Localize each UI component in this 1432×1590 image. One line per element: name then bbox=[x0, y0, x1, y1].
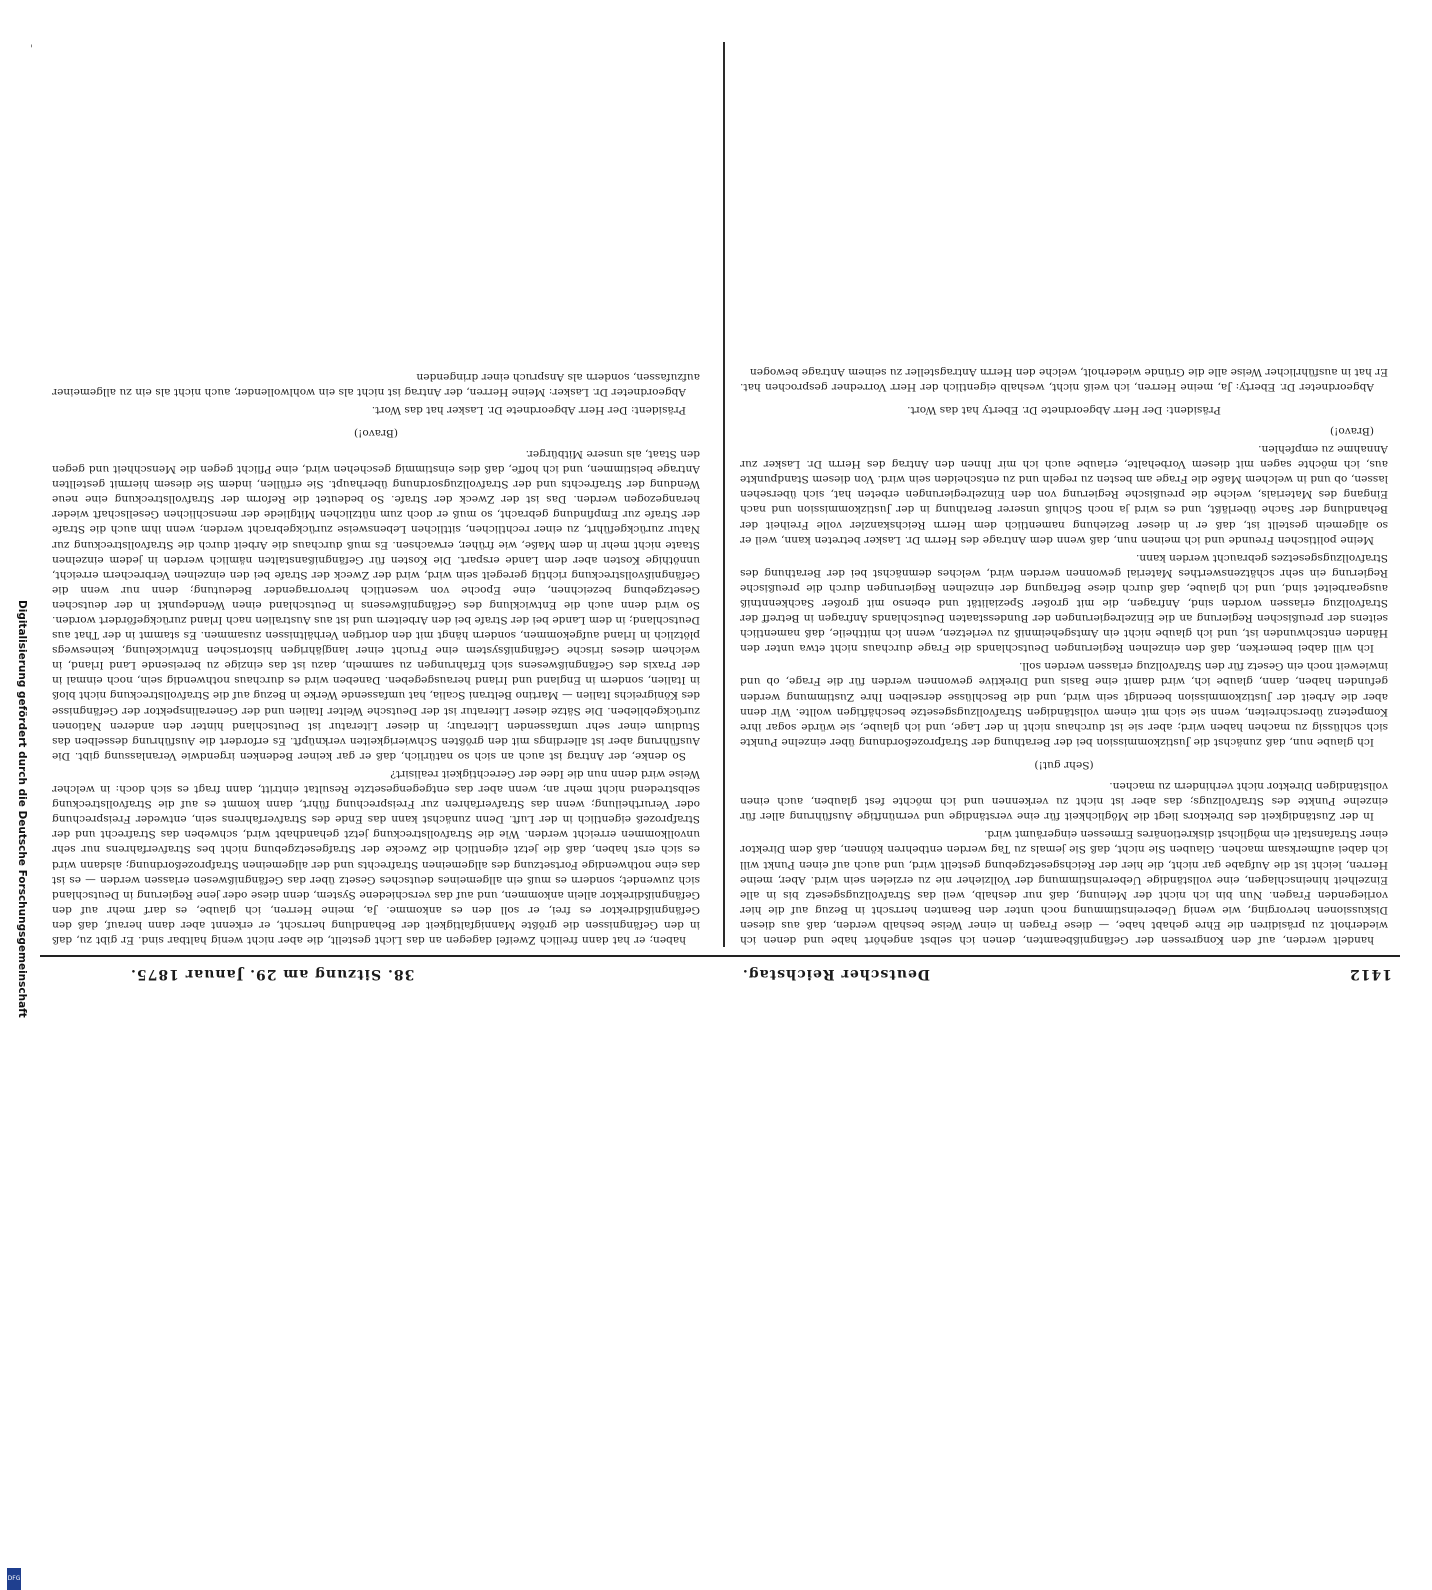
publication-title: Deutscher Reichstag. bbox=[741, 966, 930, 982]
scan-mark: ' bbox=[30, 44, 33, 55]
footer-credit: Digitalisierung gefördert durch die Deutsche Forschungsgemeinschaft bbox=[16, 600, 28, 1018]
right-column bbox=[52, 32, 700, 947]
paragraph: haben; er hat dann freilich Zweifel dagegen an das Licht gestellt, die aber nicht wenig haltbar sind. Er gibt zu, daß in den Gefängnissen die größte Mannigfaltigkeit der Behandlung herrscht, er erkennt aber dann herauf, daß den Gefängnißdirektor es frei, er soll den es ankomme. Ja, meine Herren, ich glaube, es darf mehr auf den Gefängnißdirektor allein ankommen, und auf das verschiedene System, denn diese oder jene Regierung in Deutschland sich zuwendet; sondern es muß ein allgemeines deutsches Gesetz über das Gefängnißwesen erlassen werden — es ist das eine nothwendige Fortsetzung des allgemeinen Strafrechts und der allgemeinen Strafprozeßordnung; alsdann wird es sich erst haben, daß die jetzt eigentlich die Zwecke der Strafgesetzgebung nicht bes Strafverfahrens nur sehr unvollkommen erreicht werden. Wie die Strafvollstreckung jetzt gehandhabt wird, schweben das Strafrecht und der Strafprozeß eigentlich in der Luft. Denn zunächst kann das Ende des Strafverfahrens sein, entweder Freisprechung oder Verurtheilung; wenn das Strafverfahren zur Freisprechung führt, dann kommt es auf die Strafvollstreckung selbstredend nicht mehr an; wenn aber das entgegengesetzte Resultat eintritt, dann fragt es sich doch: in welcher Weise wird denn nun die Idee der Gerechtigkeit realisirt? bbox=[52, 767, 700, 946]
paragraph: Meine politischen Freunde und ich meinen nun, daß wenn dem Antrage des Herrn Dr. Lasker betreten kann, weil er so allgemein gestellt ist, daß er in dieser Beziehung namentlich dem Herrn Reichskanzler volle Freiheit der Behandlung der Sache überläßt, und es wird ja noch Schluß unserer Berathung in der Justizkommission und nach Eingang des Materials, welche die preußische Regierung von den Einzelregierungen erbeten hat, sich übersehen lassen, ob und in welchem Maße die Frage am besten zu regeln und zu entscheiden sein wird. Von diesem Standpunkte aus, ich möchte sagen mit diesem Vorbehalte, erlaube auch ich mir Ihnen den Antrag des Herrn Dr. Lasker zur Annahme zu empfehlen. bbox=[740, 443, 1388, 546]
paragraph: In der Zuständigkeit des Direktors liegt die Möglichkeit für eine verständige und vernünftige Ausführung aller für einzelne Punkte des Strafvollzugs; das aber ist nicht zu verkennen und ich möchte fest glauben, auch einen vollständigen Direktor nicht verhindern zu machen. bbox=[740, 780, 1388, 823]
page-header bbox=[40, 955, 1400, 987]
paragraph: Abgeordneter Dr. Eberty: Ja, meine Herren, ich weiß nicht, weshalb eigentlich der Herr Vorredner gesprochen hat. Er hat in ausführlicher Weise alle die Gründe wiederholt, welche den Herrn Antragsteller zu seinem Antrage bewogen bbox=[740, 365, 1388, 393]
scanned-page bbox=[40, 22, 1400, 987]
paragraph: (Bravo!) bbox=[1329, 425, 1374, 437]
paragraph: handelt werden, auf den Kongressen der Gefängnißbeamten, denen ich selbst angehört habe und denen ich wiederholt zu präsidiren die Ehre gehabt habe, — diese Fragen in einer Weise beshalb werden, daß aus diesen Diskussionen hervorging, wie wenig Uebereinstimmung noch unter den Beamten herrscht in Bezug auf die hier vorliegenden Fragen. Nun bin ich nicht der Meinung, daß nur deshalb, weil das Strafvollzugsgesetz bis in alle Einzelheit hineinschlagen, eine vollständige Uebereinstimmung der Vollzieher nie zu erzielen sein wird. Aber, meine Herren, leicht ist die Aufgabe gar nicht, die hier der Reichsgesetzgebung gestellt wird, und auch auf einen Punkt will ich dabei aufmerksam machen. Glauben Sie nicht, daß Sie jemals zu Tag werden entbehren können, daß dem Direktor einer Strafanstalt ein möglichst diskretionäres Ermessen eingeräumt wird. bbox=[740, 828, 1388, 946]
paragraph: Abgeordneter Dr. Lasker: Meine Herren, der Antrag ist nicht als ein wohlwollender, auch nicht als ein zu allgemeiner aufzufassen, sondern als Anspruch einer dringenden bbox=[52, 370, 700, 398]
digitization-footer bbox=[4, 600, 34, 1582]
paragraph: Präsident: Der Herr Abgeordnete Dr. Lasker hat das Wort. bbox=[371, 403, 686, 416]
session-date: 38. Sitzung am 29. Januar 1875. bbox=[130, 966, 415, 982]
paragraph: Ich will dabei bemerken, daß den einzelnen Regierungen Deutschlands die Frage durchaus nicht etwa unter den Händen entschwunden ist, und ich glaube nicht ein Amtsgeheimniß zu verletzen, wenn ich mittheile, daß namentlich seitens der preußischen Regierung an die Einzelregierungen der Bundesstaaten Deutschlands Anfragen in Betreff der Strafvollzug erlassen worden sind, Anfragen, die mit großer Spezialität und ebenso mit großer Sachkenntniß ausgearbeitet sind, und ich glaube, daß durch diese Befragung der einzelnen Regierungen durch die preußische Regierung ein sehr schätzenswerthes Material gewonnen werden wird, welches demnächst bei der Berathung des Strafvollzugsgesetzes gebraucht werden kann. bbox=[740, 551, 1388, 655]
column-divider bbox=[723, 42, 725, 947]
dfg-logo: DFG bbox=[7, 1568, 21, 1590]
page-number: 1412 bbox=[1349, 966, 1392, 982]
left-column bbox=[740, 32, 1388, 947]
interjection: (Bravo!) bbox=[353, 426, 399, 439]
paragraph: So denke, der Antrag ist auch an sich so natürlich, daß er gar keiner Bedenken irgendwie Veranlassung gibt. Die Ausführung aber ist allerdings mit den größten Schwierigkeiten verknüpft. Es erfordert die Ausführung desselben das Studium einer sehr umfassenden Literatur; in dieser Literatur ist Deutschland hinter den anderen Nationen zurückgeblieben. Die Sätze dieser Literatur ist der Deutsche Welter Italien und der Generalinspektor der Gefängnisse des Königreichs Italien — Martino Beltrani Scalia, hat umfassende Werke in Bezug auf die Strafvollstreckung nicht bloß in Italien, sondern in England und Irland herausgegeben. Daneben wird es durchaus nothwendig sein, noch einmal in der Praxis des Gefängnißwesens sich Erfahrungen zu sammeln, dazu ist das einzige zu bereisende Land Irland, in welchem dieses irische Gefängnißsystem eine Frucht einer langjährigen historischen Entwickelung, keineswegs plötzlich in Irland aufgekommen, sondern hängt mit den dortigen Verhältnissen zusammen. Es stammt in der That aus Deutschland; in dem Lande bei der Strafe bei den Arbeitern und ist aus Australien nach Irland zurückgefördert worden. So wird denn auch die Entwicklung des Gefängnißwesens in Deutschland einen Wendepunkt in der deutschen Gesetzgebung bezeichnen, eine Epoche von wesentlich hervorragender Bedeutung; denn nur wenn die Gefängnißvollstreckung richtig geregelt sein wird, wird der Zweck der Strafe bei den einzelnen Verbrechern erreicht, unnöthige Kosten aber dem Lande erspart. Die Kosten für Gefängnißanstalten nämlich werden in jedem einzelnen Staate nicht mehr in dem Maße, wie früher, erwachsen. Es muß durchaus die Arbeit durch die Strafvollstreckung zur Natur zurückgeführt, zu einer rechtlichen, sittlichen Lebensweise zurückgebracht werden; wenn ihm auch die Strafe der Strafe zur Empfindung gebracht, so muß er doch zum nützlichen Mitgliede der menschlichen Gesellschaft wieder herangezogen werden. Das ist der Zweck der Strafe. So bedeutet die Reform der Strafvollstreckung eine neue Wendung der Strafrechts und der Strafvollzugsordnung überhaupt. Sie erfüllen, indem Sie diesem hiermit gestellten Antrage beistimmen, und ich hoffe, daß dies einstimmig geschehen wird, eine Pflicht gegen die Menschheit und gegen den Staat, als unsere Mitbürger. bbox=[52, 448, 700, 762]
interjection: Präsident: Der Herr Abgeordnete Dr. Eberty hat das Wort. bbox=[907, 403, 1221, 416]
interjection: (Sehr gut!) bbox=[1034, 758, 1094, 771]
paragraph: Ich glaube nun, daß zunächst die Justizkommission bei der Berathung der Strafprozeßordnung über einzelne Punkte sich schlüssig zu machen haben wird; aber sie ist durchaus nicht in der Lage, und ich glaube, sie würde sogar ihre Kompetenz überschreiten, wenn sie sich mit einem vollständigen Strafvollzugsgesetze beschäftigen wollte. Wir denn aber die Arbeit der Justizkommission beendigt sein wird, und die Beschlüsse derselben Ihre Zustimmung werden gefunden haben, dann, glaube ich, wird damit eine Basis und Direktive gewonnen werden für die Frage, ob und inwieweit noch ein Gesetz für den Strafvollzug erlassen werden soll. bbox=[740, 660, 1388, 748]
